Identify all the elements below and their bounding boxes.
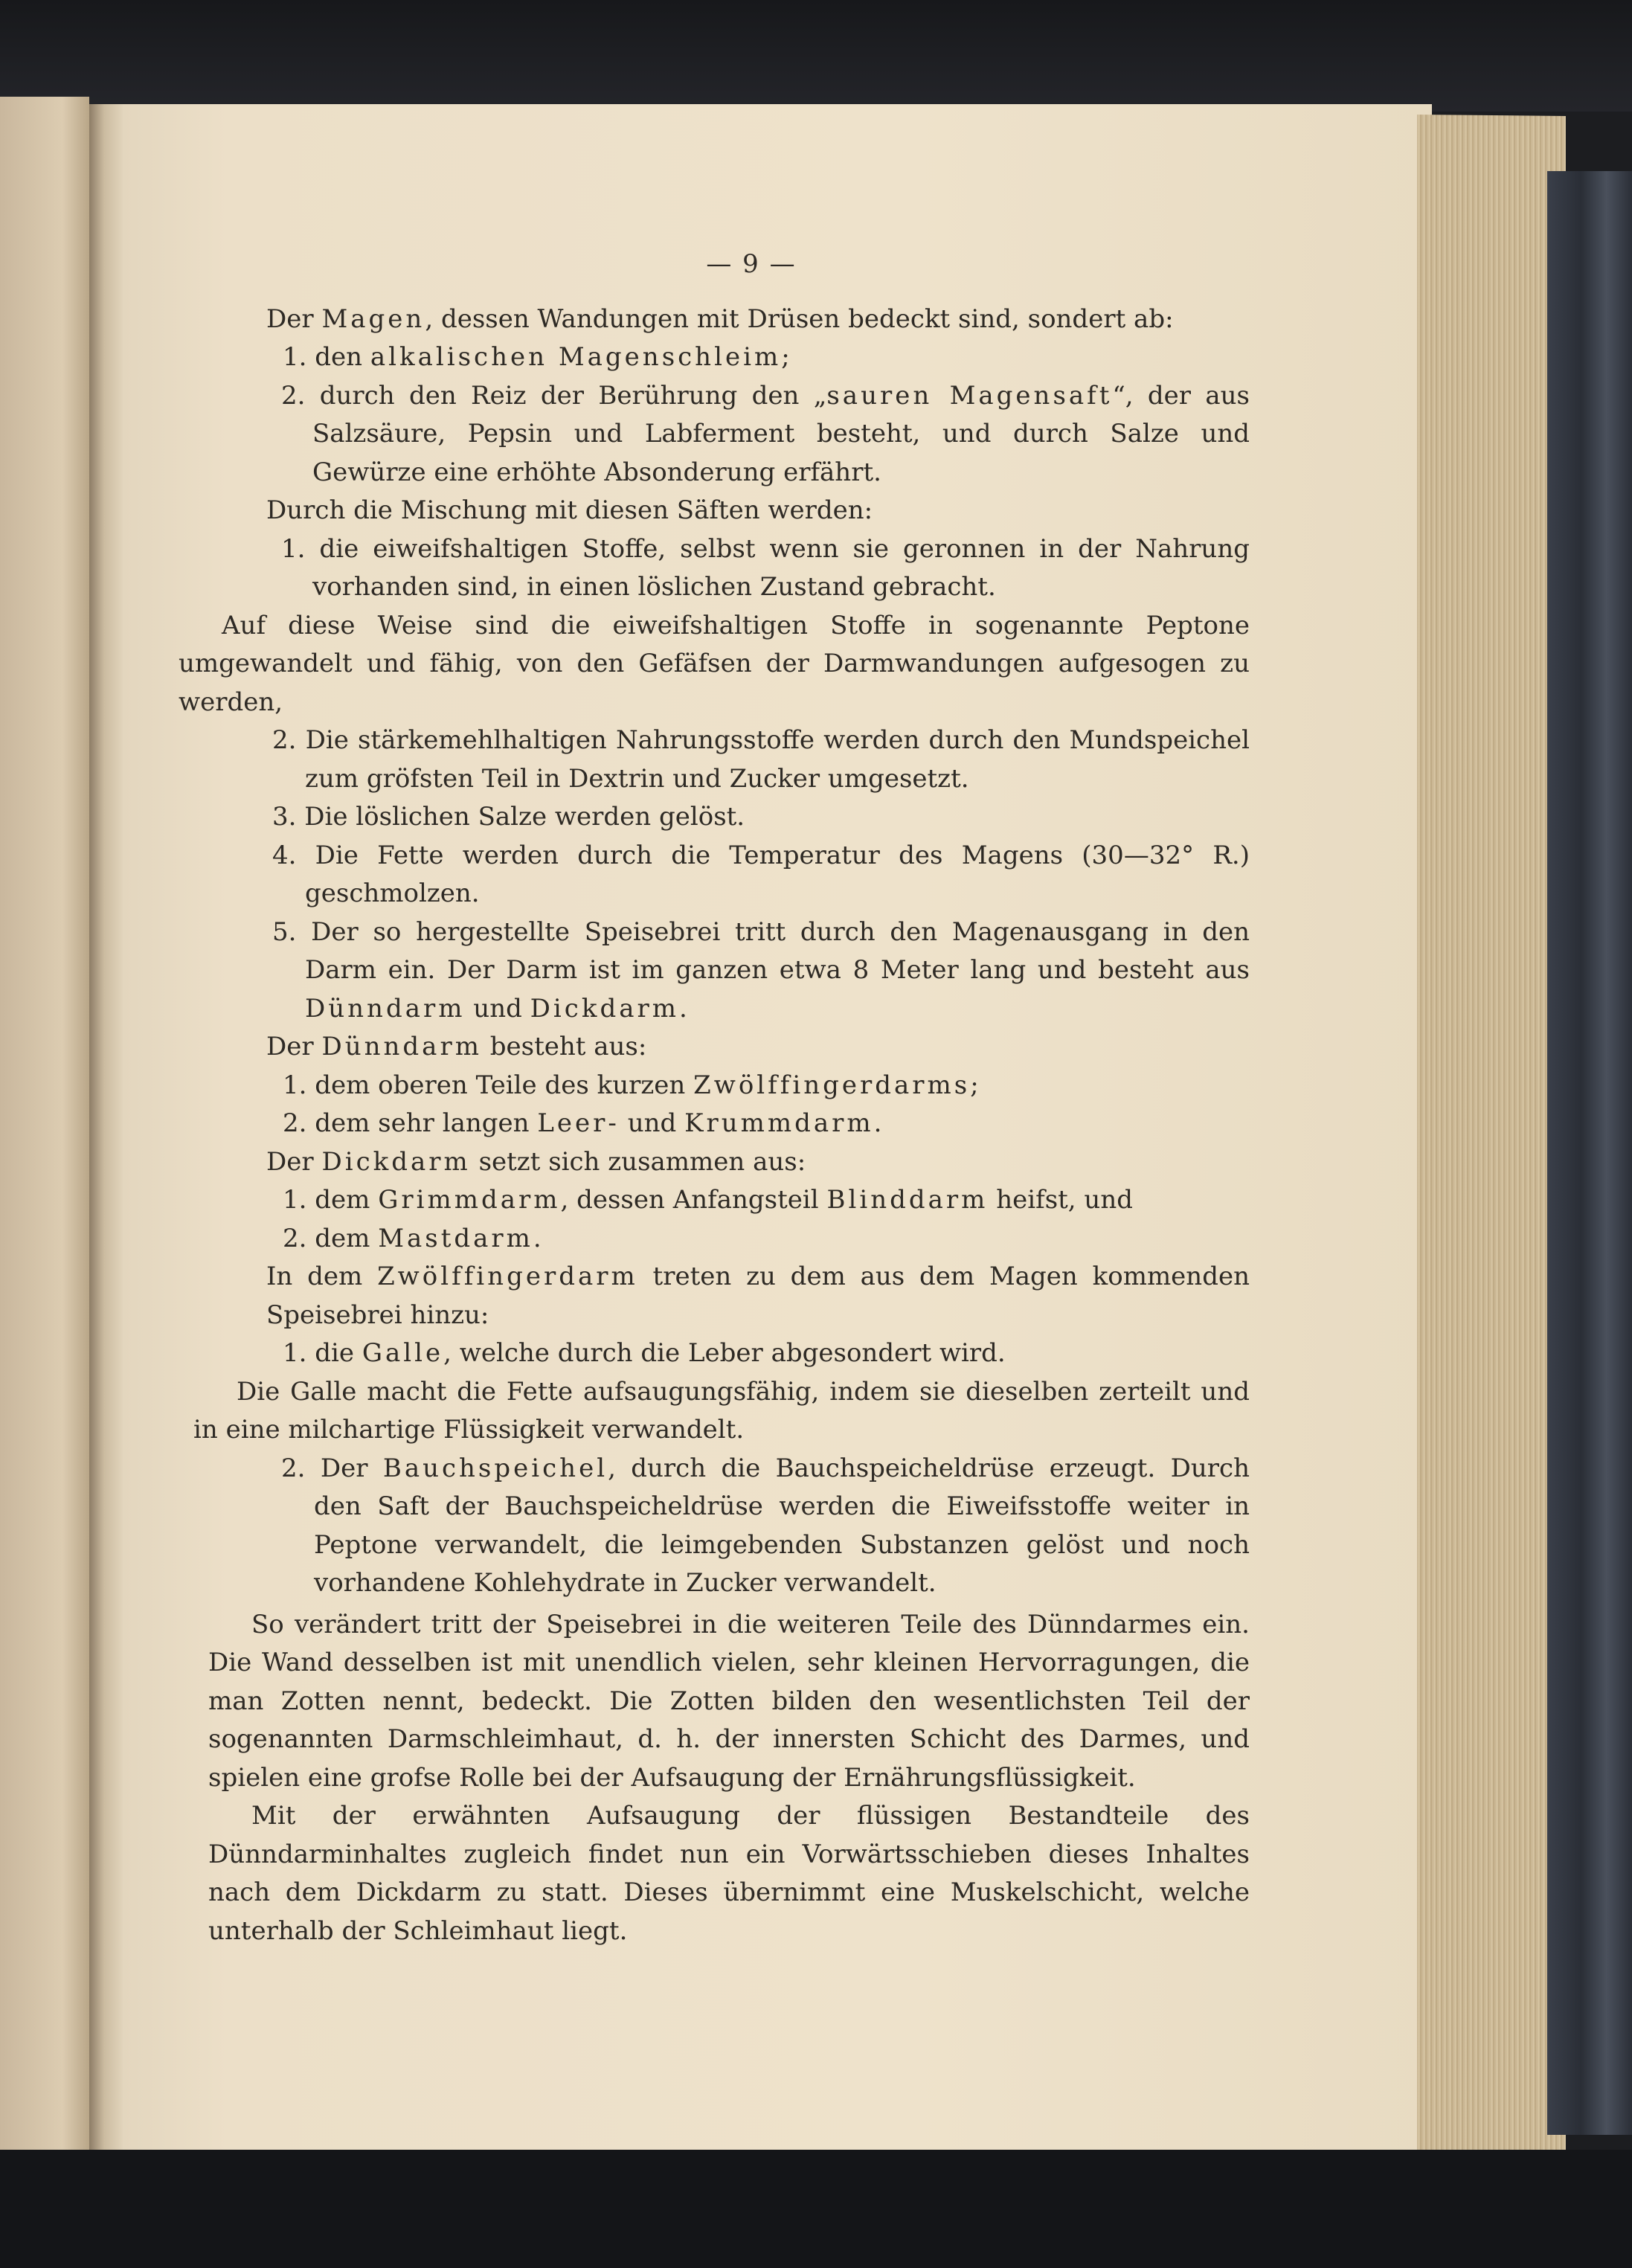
paragraph: Der Magen, dessen Wandungen mit Drüsen bedeckt sind, sondert ab: [266, 303, 1174, 334]
book-cover [1547, 171, 1632, 2135]
paragraph: In dem Zwölffingerdarm treten zu dem aus dem Magen kommenden Speisebrei hinzu: [266, 1262, 1250, 1330]
list-item: 2. Die stärkemehlhaltigen Nahrungsstoffe werden durch den Mundspeichel zum gröfsten Teil in Dextrin und Zucker umgesetzt. [272, 725, 1250, 794]
paragraph: Auf diese Weise sind die eiweifshaltigen Stoffe in sogenannte Peptone umgewandelt und fähig, von den Gefäfsen der Darmwandungen aufgesogen zu werden, [179, 610, 1250, 717]
page-content [179, 245, 1250, 1950]
spaced-term: Galle [362, 1338, 444, 1368]
list-item: 1. die eiweifshaltigen Stoffe, selbst wenn sie geronnen in der Nahrung vorhanden sind, in einen löslichen Zustand gebracht. [281, 533, 1250, 602]
list-item: 4. Die Fette werden durch die Temperatur des Magens (30—32° R.) geschmolzen. [272, 840, 1250, 908]
page-block-edges [1417, 115, 1566, 2154]
spaced-term: alkalischen Magenschleim [370, 342, 782, 372]
list-item: 2. Der Bauchspeichel, durch die Bauchspeicheldrüse erzeugt. Durch den Saft der Bauchspeicheldrüse werden die Eiweifsstoffe weiter in Peptone verwandelt, die leimgebenden Substanzen gelöst und noch vorhandene Kohlehydrate in Zucker verwandelt. [281, 1453, 1250, 1598]
spaced-term: Zwölffingerdarms [693, 1070, 971, 1100]
spaced-term: Magen [321, 303, 425, 334]
list-item: 5. Der so hergestellte Speisebrei tritt durch den Magenausgang in den Darm ein. Der Darm ist im ganzen etwa 8 Meter lang und besteht aus Dünndarm und Dickdarm. [272, 916, 1250, 1024]
paragraph: Durch die Mischung mit diesen Säften werden: [266, 495, 873, 525]
spaced-term: Krummdarm [684, 1108, 874, 1138]
spaced-term: Blinddarm [826, 1185, 989, 1215]
list-item: 2. dem Mastdarm. [283, 1223, 542, 1253]
spaced-term: Dickdarm [530, 993, 679, 1024]
spaced-term: Dünndarm [321, 1032, 482, 1061]
list-item: 1. dem Grimmdarm, dessen Anfangsteil Blinddarm heifst, und [283, 1185, 1133, 1215]
spaced-term: Dünndarm [305, 993, 466, 1024]
spaced-term: sauren Magensaft [826, 380, 1113, 411]
spaced-term: Grimmdarm [378, 1185, 561, 1215]
list-item: 2. dem sehr langen Leer- und Krummdarm. [283, 1108, 882, 1138]
list-item: 3. Die löslichen Salze werden gelöst. [272, 802, 745, 832]
paragraph: Mit der erwähnten Aufsaugung der flüssigen Bestandteile des Dünndarminhaltes zugleich findet nun ein Vorwärtsschieben dieses Inhaltes nach dem Dickdarm zu statt. Dieses übernimmt eine Muskelschicht, welche unterhalb der Schleimhaut liegt. [208, 1801, 1250, 1946]
background-top [0, 0, 1632, 112]
page-number: — 9 — [706, 249, 797, 279]
paragraph: Der Dünndarm besteht aus: [266, 1032, 647, 1061]
list-item: 2. durch den Reiz der Berührung den „sauren Magensaft“, der aus Salzsäure, Pepsin und Labferment besteht, und durch Salze und Gewürze eine erhöhte Absonderung erfährt. [281, 380, 1250, 487]
spaced-term: Zwölffingerdarm [377, 1262, 638, 1291]
spaced-term: Dickdarm [321, 1146, 471, 1177]
paragraph: Der Dickdarm setzt sich zusammen aus: [266, 1146, 806, 1177]
list-item: 1. den alkalischen Magenschleim; [283, 342, 790, 372]
spaced-term: Mastdarm [378, 1223, 533, 1253]
background-bottom [0, 2150, 1632, 2268]
left-page-edge [0, 97, 89, 2165]
book-gutter [89, 104, 126, 2157]
paragraph: Die Galle macht die Fette aufsaugungsfähig, indem sie dieselben zerteilt und in eine milchartige Flüssigkeit verwandelt. [193, 1376, 1250, 1445]
spaced-term: Bauchspeichel [382, 1453, 608, 1483]
paragraph: So verändert tritt der Speisebrei in die weiteren Teile des Dünndarmes ein. Die Wand desselben ist mit unendlich vielen, sehr kleinen Hervorragungen, die man Zotten nennt, bedeckt. Die Zotten bilden den wesentlichsten Teil der sogenannten Darmschleimhaut, d. h. der innersten Schicht des Darmes, und spielen eine grofse Rolle bei der Aufsaugung der Ernährungsflüssigkeit. [208, 1609, 1250, 1793]
list-item: 1. dem oberen Teile des kurzen Zwölffingerdarms; [283, 1070, 979, 1100]
list-item: 1. die Galle, welche durch die Leber abgesondert wird. [283, 1338, 1006, 1368]
spaced-term: Leer- [537, 1108, 620, 1138]
